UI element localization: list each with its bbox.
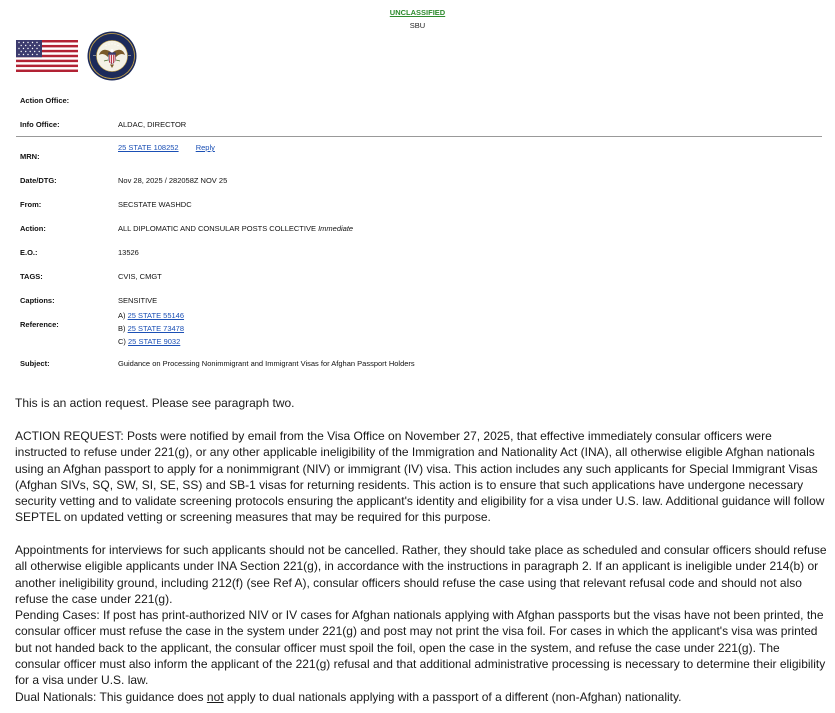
paragraph-pending-cases (15, 607, 827, 688)
reference-link[interactable]: 25 STATE 9032 (128, 337, 181, 346)
tags-label: TAGS: (20, 272, 43, 281)
action-recipients: ALL DIPLOMATIC AND CONSULAR POSTS COLLECTIVE (118, 224, 316, 233)
eo-label: E.O.: (20, 248, 38, 257)
subject-value: Guidance on Processing Nonimmigrant and Immigrant Visas for Afghan Passport Holders (118, 359, 415, 368)
mrn-link[interactable]: 25 STATE 108252 (118, 143, 179, 152)
mrn-label: MRN: (20, 152, 40, 161)
reference-prefix: C) (118, 337, 126, 346)
info-office-label: Info Office: (20, 120, 60, 129)
paragraph-action-request (15, 428, 827, 526)
paragraph-text (15, 689, 827, 705)
reply-link[interactable]: Reply (195, 143, 215, 152)
paragraph-text: Appointments for interviews for such applicants should not be cancelled. Rather, they should take place as scheduled and consular officers should refuse all otherwise eligible applicants under INA Section 221(g), in accordance with the instructions in paragraph 2. If an applicant is ineligible under 214(b) or another ineligibility ground, including 212(f) (see Ref A), consular officers should refuse the case using that relevant refusal code and should not also refuse the case under 221(g). (15, 543, 827, 606)
mrn-links (118, 143, 215, 152)
header-divider (16, 136, 822, 137)
info-office-value: ALDAC, DIRECTOR (118, 120, 187, 129)
reference-link[interactable]: 25 STATE 73478 (127, 324, 185, 333)
captions-label: Captions: (20, 296, 55, 305)
paragraph-dual-nationals (15, 689, 827, 705)
handling-marking: SBU (409, 21, 426, 30)
us-flag-icon (16, 40, 78, 72)
department-of-state-seal-icon (87, 31, 137, 81)
reference-item (118, 337, 180, 346)
dual-nationals-rest: apply to dual nationals applying with a passport of a different (non-Afghan) nationality. (223, 690, 682, 704)
paragraph-text: Pending Cases: If post has print-authorized NIV or IV cases for Afghan nationals applying with Afghan passports but the visas have not been printed, the consular officer must refuse the case in the system under 221(g) and post may not print the visa foil. For cases in which the applicant's visa was printed but not handed back to the applicant, the consular officer must spoil the foil, open the case in the system, and refuse the case under 221(g). The consular officer must also inform the applicant of the 221(g) refusal and that additional administrative processing is necessary to determine their eligibility for a visa under U.S. law. (15, 608, 826, 688)
reference-prefix: B) (118, 324, 126, 333)
subject-label: Subject: (20, 359, 50, 368)
action-office-label: Action Office: (20, 96, 70, 105)
from-label: From: (20, 200, 42, 209)
action-label: Action: (20, 224, 46, 233)
reference-link[interactable]: 25 STATE 55146 (127, 311, 185, 320)
dual-nationals-lead: Dual Nationals: This guidance does (15, 690, 207, 704)
action-priority: Immediate (318, 224, 354, 233)
reference-label: Reference: (20, 320, 59, 329)
paragraph-text: ACTION REQUEST: Posts were notified by email from the Visa Office on November 27, 2025, that effective immediately consular officers were instructed to refuse under 221(g), or any other applicable ineligibility of the Immigration and Nationality Act (INA), all otherwise eligible Afghan nationals using an Afghan passport to apply for a nonimmigrant (NIV) or immigrant (IV) visa. This action includes any such applicants for Special Immigrant Visas (Afghan SIVs, SQ, SW, SI, SE, SS) and SB-1 visas for returning residents. This action is to ensure that such applications have undergone necessary security vetting and to validate screening protocols ensuring the applicant's identity and eligibility for a visa under U.S. law. Additional guidance will follow SEPTEL on updated vetting or screening measures that may be required for this purpose. (15, 429, 825, 525)
date-value: Nov 28, 2025 / 282058Z NOV 25 (118, 176, 228, 185)
paragraph-intro (15, 395, 827, 411)
reference-item (118, 311, 184, 320)
from-value: SECSTATE WASHDC (118, 200, 192, 209)
captions-value: SENSITIVE (118, 296, 158, 305)
emphasis-not: not (206, 690, 224, 704)
eo-value: 13526 (118, 248, 139, 257)
paragraph-appointments (15, 542, 827, 607)
paragraph-text: This is an action request. Please see paragraph two. (15, 396, 295, 410)
reference-item (118, 324, 184, 333)
tags-value: CVIS, CMGT (118, 272, 162, 281)
classification-marking: UNCLASSIFIED (389, 8, 446, 17)
action-value (118, 224, 353, 233)
date-label: Date/DTG: (20, 176, 57, 185)
reference-prefix: A) (118, 311, 126, 320)
